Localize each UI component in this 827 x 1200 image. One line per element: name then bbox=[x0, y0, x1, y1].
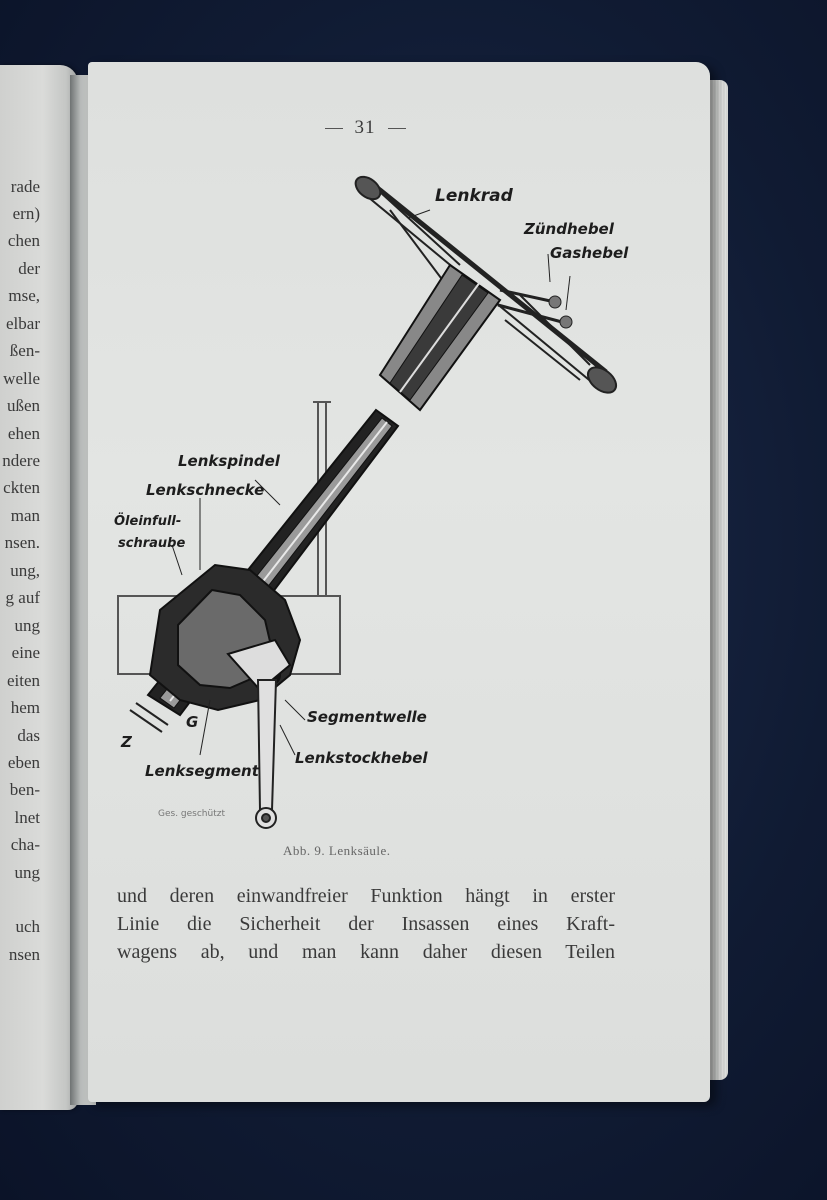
left-line: man bbox=[10, 506, 40, 525]
body-line: Linie die Sicherheit der Insassen eines Kraft- bbox=[117, 913, 615, 935]
left-line: hem bbox=[10, 698, 40, 717]
figure-caption: Abb. 9. Lenksäule. bbox=[283, 843, 391, 858]
left-line: ndere bbox=[2, 451, 40, 470]
label-schraube: schraube bbox=[118, 536, 186, 551]
left-line: ehen bbox=[7, 424, 40, 443]
label-z: Z bbox=[121, 733, 132, 751]
label-lenkspindel: Lenkspindel bbox=[178, 452, 280, 470]
left-line: lnet bbox=[14, 808, 40, 827]
label-lenksegment: Lenksegment bbox=[145, 762, 259, 780]
left-line: g auf bbox=[5, 588, 40, 607]
left-line: das bbox=[17, 726, 40, 745]
left-line: ußen bbox=[6, 396, 40, 415]
page-number-value: 31 bbox=[354, 117, 376, 138]
left-line: nsen bbox=[8, 945, 40, 964]
left-line: eine bbox=[11, 643, 40, 662]
left-line: ckten bbox=[3, 478, 40, 497]
left-line: nsen. bbox=[4, 533, 40, 552]
label-lenkrad: Lenkrad bbox=[435, 186, 513, 206]
label-oeleinfull: Öleinfull- bbox=[114, 514, 182, 529]
left-line: uch bbox=[15, 917, 40, 936]
copyright-mark: Ges. geschützt bbox=[158, 809, 225, 819]
body-line: wagens ab, und man kann daher diesen Teilen bbox=[117, 941, 615, 963]
left-line: ung bbox=[14, 616, 40, 635]
label-g: G bbox=[186, 713, 199, 731]
left-line: cha- bbox=[10, 835, 40, 854]
left-line: rade bbox=[10, 177, 40, 196]
left-line: elbar bbox=[6, 314, 40, 333]
page-number bbox=[300, 117, 430, 139]
left-line: ßen- bbox=[9, 341, 40, 360]
left-line: welle bbox=[3, 369, 40, 388]
left-line: ung bbox=[14, 863, 40, 882]
body-line: und deren einwandfreier Funktion hängt in erster bbox=[117, 885, 615, 907]
label-lenkstockhebel: Lenkstockhebel bbox=[295, 749, 428, 767]
left-line: mse, bbox=[8, 286, 40, 305]
upper-column bbox=[380, 265, 500, 410]
label-gashebel: Gashebel bbox=[550, 244, 629, 262]
label-lenkschnecke: Lenkschnecke bbox=[146, 481, 265, 499]
left-line: eben bbox=[7, 753, 40, 772]
left-line: ung, bbox=[10, 561, 40, 580]
left-line: ern) bbox=[12, 204, 40, 223]
left-line: eiten bbox=[6, 671, 40, 690]
steering-column-illustration bbox=[100, 170, 640, 840]
label-zuendhebel: Zündhebel bbox=[524, 220, 614, 238]
label-segmentwelle: Segmentwelle bbox=[307, 708, 427, 726]
left-line: chen bbox=[7, 231, 40, 250]
adjust-bolt bbox=[130, 703, 168, 732]
pitman-arm bbox=[256, 680, 276, 828]
left-page bbox=[0, 65, 78, 1110]
body-text bbox=[117, 882, 615, 966]
left-line: ben- bbox=[9, 780, 40, 799]
left-line: der bbox=[18, 259, 40, 278]
